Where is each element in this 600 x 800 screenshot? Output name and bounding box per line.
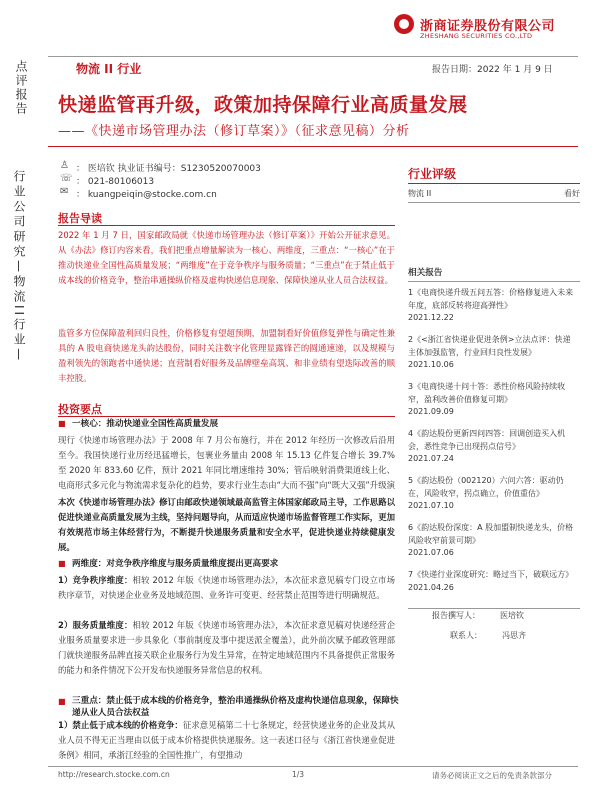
rating-row [408,188,580,199]
title-divider [48,146,578,147]
disclaimer-note: 请务必阅读正文之后的免责条款部分 [432,771,552,780]
rating-industry: 物流 II [408,189,432,198]
related-item-title: 7《快递行业深度研究：略过当下，破联远方》 [408,570,574,579]
rating-heading: 行业评级 [408,167,457,181]
core-paragraph: 现行《快递市场管理办法》于 2008 年 7 月公布施行，并在 2012 年经历一次修改后沿用至今。我国快递行业历经迅猛增长，包裹业务量由 2008 年 15.13 亿件复合增长 39.7% 至 2020 年 833.60 亿件，预计 2021 年同比增速维持 30%；管后映射消费渠道线上化、电商形式多元化与物流需求复杂化的趋势，要求行业生态由“大而不强”向“既大又强”升级演 [58,435,395,490]
analyst-contact: ： 医培钦 执业证书编号：S1230520070003 [76,164,261,174]
related-item[interactable] [408,475,578,513]
related-bottom-divider [408,608,580,609]
mail-icon: ✉ [60,186,69,197]
invest-divider [58,416,395,417]
bullet-title-focus: 三重点：禁止低于成本线的价格竞争，整治串通操纵价格及虚构快递信息现象，保障快递从业人员合法权益 [72,696,399,718]
related-item-date: 2021.12.22 [408,313,454,323]
related-item-title: 2《<浙江省快递业促进条例>立法点评：快递主体加强监管，行业回归良性发展》 [408,335,571,357]
invest-heading: 投资要点 [58,403,102,416]
bullet-marker-3: ■ [58,697,66,706]
related-item-title: 4《韵达股份更新四问四答：回调创造买入机会，悉性竞争已出现拐点信号》 [408,429,566,451]
guide-paragraph-1: 2022 年 1 月 7 日，国家邮政局就《快递市场管理办法（修订草案）》开始公开征求意见。从《办法》修订内容来看，我们把重点增量解读为一核心、两维度，三重点：“一核心”在于推动快递业全国性高质量发展；“两维度”在于竞争秩序与服务质量；“三重点”在于禁止低于成本线的价格竞争，整治串通操纵价格及虚构快递信息现象、保障快递从业人员合法权益。 [58,230,395,285]
header-divider [48,56,578,57]
related-item[interactable] [408,428,578,466]
report-writer [432,610,524,621]
related-divider [408,281,580,282]
related-item[interactable] [408,287,578,325]
industry-tag: 物流 II 行业 [76,62,142,76]
writer-name: 医培钦 [500,611,524,620]
related-item-date: 2021.07.24 [408,454,454,464]
company-name-en: ZHESHANG SECURITIES CO.,LTD [420,32,533,40]
company-logo-icon [394,14,414,34]
related-item-date: 2021.07.10 [408,501,454,511]
email-contact[interactable]: ： kuangpeiqin@stocke.com.cn [76,190,217,200]
related-item-date: 2021.07.06 [408,548,454,558]
bullet-marker-2: ■ [58,559,66,568]
bullet-marker-1: ■ [58,419,66,428]
related-item-date: 2021.04.26 [408,582,454,592]
contact-person [450,630,526,641]
related-item[interactable] [408,334,578,372]
footer-divider [48,766,578,767]
core-bold-paragraph: 本次《快递市场管理办法》修订由邮政快递领域最高监管主体国家邮政局主导，工作思路以促进快递业高质量发展为主线，坚持问题导向，从而适应快递市场监督管理工作实际，更加有效规范市场主体经营行为，不断提升快递服务质量和安全水平，促进快递业持续健康发展。 [58,497,395,552]
service-label: 2）服务质量维度： [58,620,133,630]
footer-url[interactable]: http://research.stocke.com.cn [58,770,170,779]
pricing-paragraph [58,718,395,763]
related-item-date: 2021.10.06 [408,360,454,370]
side-label-report-type: 点评报告 [14,60,28,116]
side-label-category: 行业公司研究—物流II行业— [12,170,26,364]
guide-paragraph-2: 监管多方位保障盈利回归良性，价格修复有望超预期，加盟制看好价值修复弹性与确定性兼具的 A 股电商快递龙头韵达股份，同时关注数字化管理显露锋芒的圆通速递，以及规模与盈利领先的领跑者中通快递；直营制看好服务及品牌壁垒高筑、和非业绩有望迭际改善的顺丰控股。 [58,328,395,383]
related-item[interactable] [408,522,578,560]
bullet-title-core: 一核心：推动快递业全国性高质量发展 [72,419,219,429]
service-paragraph [58,618,395,693]
service-text: 相较 2012 年版《快递市场管理办法》，本次征求意见稿对快递经营企业服务质量要求进一步具象化（事前制度及事中提送派全覆盖），此外前次赋予邮政管理部门就快递服务品牌直接关联企业服务行为发生异常，在特定地域范围内不具备提供正常服务的能力和条件情况下公开发布快递服务异常信息的权利。 [58,620,395,675]
person-icon: ♙ [60,160,69,171]
pricing-text: 征求意见稿第二十七条规定，经营快递业务的企业及其从业人员不得无正当理由以低于成本价格提供快递服务。这一表述口径与《浙江省快递业促进条例》相同，承浙江经验的全国性推广，有望推动 [58,720,395,760]
bullet-title-dimensions: 两维度：对竞争秩序维度与服务质量维度提出更高要求 [72,559,279,569]
report-date: 报告日期：2022 年 1 月 9 日 [432,65,553,75]
related-item-title: 1《电商快递升级五问五答：价格修复进入未来年度，底部反转将迎高弹性》 [408,288,574,310]
report-title: 快递监管再升级，政策加持保障行业高质量发展 [58,94,468,116]
related-item[interactable] [408,381,578,419]
writer-label: 报告撰写人： [432,611,480,620]
guide-divider [58,225,395,226]
related-item[interactable] [408,569,578,594]
guide-heading: 报告导读 [58,212,102,225]
phone-icon: ☏ [60,173,73,184]
page-number: 1/3 [292,770,305,779]
rating-divider [408,183,580,184]
competition-paragraph [58,573,395,618]
related-heading: 相关报告 [408,268,443,278]
related-item-title: 6《韵达股份深度：A 股加盟制快递龙头，价格风险收窄前景可期》 [408,523,574,545]
pricing-label: 1）禁止低于成本线的价格竞争： [58,720,183,730]
report-subtitle: ——《快递市场管理办法（修订草案）》（征求意见稿）分析 [58,124,410,139]
related-item-title: 5《韵达股份（002120）六问六答：驱动仍在，风险收窄，拐点确立，价值重估》 [408,476,564,498]
company-name-cn: 浙商证券股份有限公司 [420,19,556,34]
competition-label: 1）竞争秩序维度： [58,575,133,585]
rating-value: 看好 [564,189,580,198]
related-item-date: 2021.09.09 [408,407,454,417]
related-item-title: 3《电商快递十问十答：悉性价格风险持续收窄，盈利改善价值修复可期》 [408,382,566,404]
contact-name: 冯思齐 [502,631,526,640]
phone-contact: ： 021-80106013 [76,177,155,187]
rating-bottom-divider [408,202,580,203]
contact-label: 联系人： [450,631,482,640]
competition-text: 相较 2012 年版《快递市场管理办法》，本次征求意见稿专门设立市场秩序章节，对快递企业业务及地域范围、业务许可变更、经营禁止范围等进行明确规范。 [58,575,395,600]
